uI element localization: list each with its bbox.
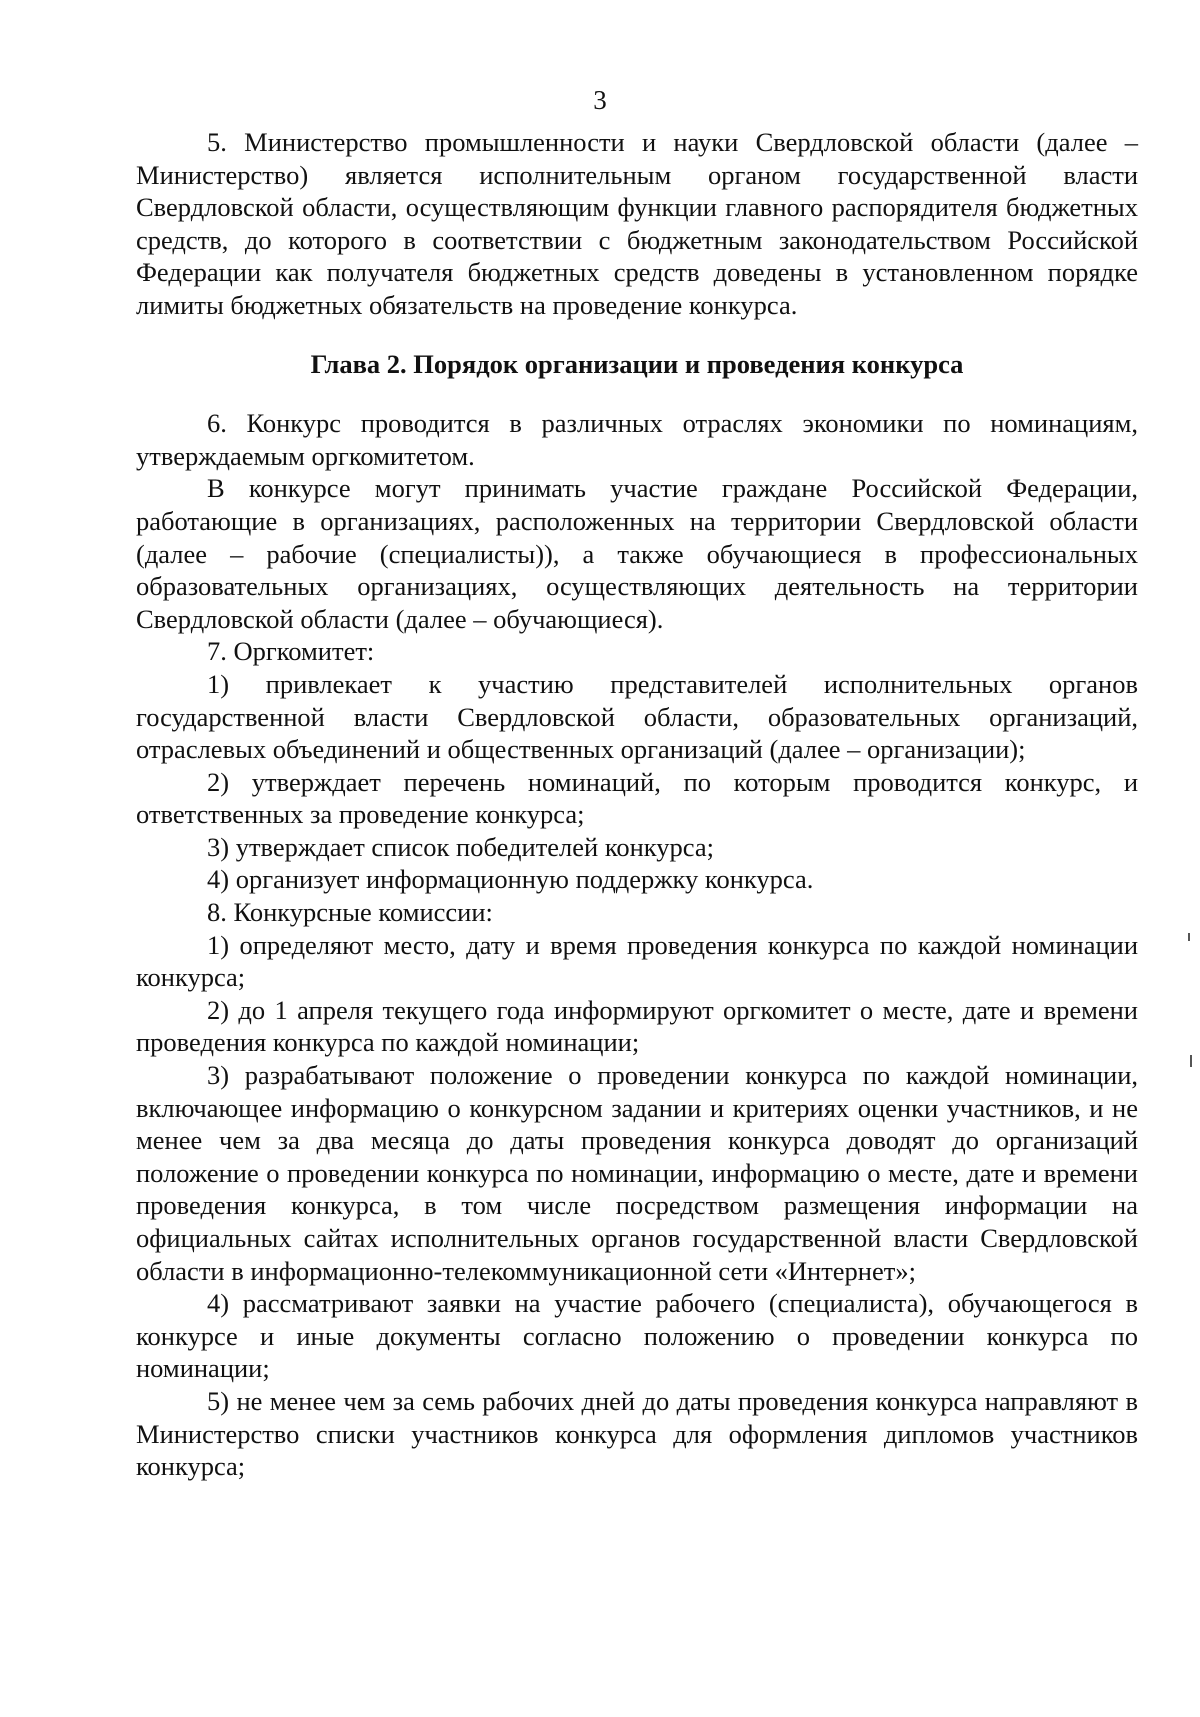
paragraph-8: 8. Конкурсные комиссии: <box>207 897 493 928</box>
chapter-heading: Глава 2. Порядок организации и проведения конкурса <box>310 348 964 379</box>
paragraph-5: 5. Министерство промышленности и науки Свердловской области (далее – Министерство) является исполнительным органом государственной власти Свердловской области, осуществляющим функции главного распорядителя бюджетных средств, до которого в соответствии с бюджетным законодательством Российской Федерации как получателя бюджетных средств доведены в установленном порядке лимиты бюджетных обязательств на проведение конкурса. <box>136 127 1138 320</box>
paragraph-7-item-1: 1) привлекает к участию представителей исполнительных органов государственной власти Свердловской области, образовательных организаций, отраслевых объединений и общественных организаций (далее – организации); <box>136 668 1138 765</box>
paragraph-7-item-4: 4) организует информационную поддержку конкурса. <box>207 864 814 895</box>
paragraph-8-item-4: 4) рассматривают заявки на участие рабочего (специалиста), обучающегося в конкурсе и иные документы согласно положению о проведении конкурса по номинации; <box>136 1288 1138 1384</box>
paragraph-7-item-2: 2) утверждает перечень номинаций, по которым проводится конкурс, и ответственных за проведение конкурса; <box>136 766 1138 830</box>
paragraph-7: 7. Оргкомитет: <box>207 636 375 667</box>
scan-speck-upper <box>1188 933 1190 941</box>
scan-speck-lower <box>1190 1055 1192 1067</box>
page-number: 3 <box>593 85 607 115</box>
paragraph-6: 6. Конкурс проводится в различных отраслях экономики по номинациям, утверждаемым оргкомитетом. <box>136 408 1138 471</box>
document-body <box>136 126 1138 1483</box>
paragraph-8-item-1: 1) определяют место, дату и время проведения конкурса по каждой номинации конкурса; <box>136 929 1138 993</box>
paragraph-8-item-2: 2) до 1 апреля текущего года информируют оргкомитет о месте, дате и времени проведения конкурса по каждой номинации; <box>136 994 1138 1058</box>
paragraph-8-item-5: 5) не менее чем за семь рабочих дней до даты проведения конкурса направляют в Министерство списки участников конкурса для оформления дипломов участников конкурса; <box>136 1385 1138 1482</box>
paragraph-6-participants: В конкурсе могут принимать участие граждане Российской Федерации, работающие в организациях, расположенных на территории Свердловской области (далее – рабочие (специалисты)), а также обучающиеся в профессиональных образовательных организациях, осуществляющих деятельность на территории Свердловской области (далее – обучающиеся). <box>136 473 1138 634</box>
paragraph-7-item-3: 3) утверждает список победителей конкурса; <box>207 831 715 862</box>
paragraph-8-item-3: 3) разрабатывают положение о проведении конкурса по каждой номинации, включающее информацию о конкурсном задании и критериях оценки участников, и не менее чем за два месяца до даты проведения конкурса доводят до организаций положение о проведении конкурса по номинации, информацию о месте, дате и времени проведения конкурса, в том числе посредством размещения информации на официальных сайтах исполнительных органов государственной власти Свердловской области в информационно-телекоммуникационной сети «Интернет»; <box>136 1060 1138 1286</box>
